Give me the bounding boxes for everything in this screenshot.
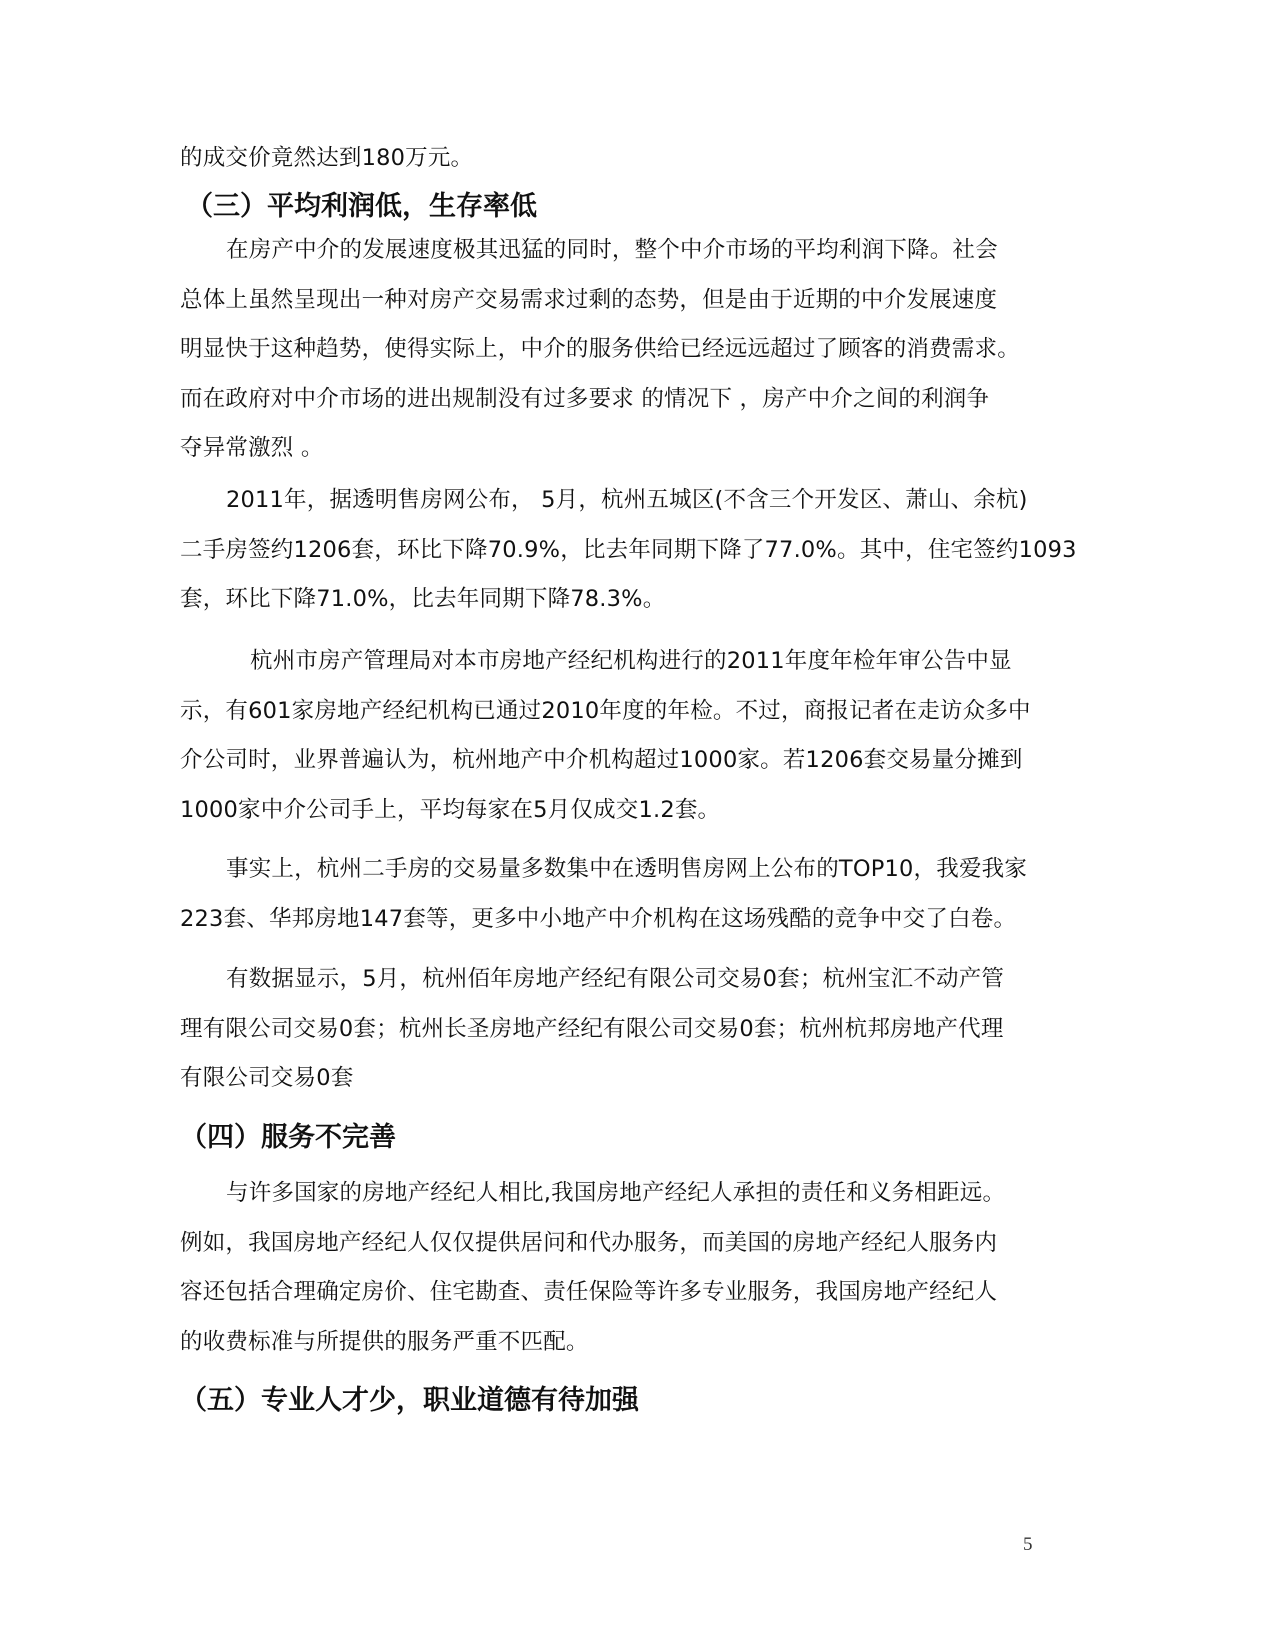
- text-line: 理有限公司交易0套；杭州长圣房地产经纪有限公司交易0套；杭州杭邦房地产代理: [180, 1015, 1004, 1042]
- paragraph-2011-statistics: [180, 476, 1077, 625]
- text-line: 有限公司交易0套: [180, 1065, 354, 1091]
- page-number: 5: [1023, 1534, 1033, 1555]
- text-line: 而在政府对中介市场的进出规制没有过多要求 的情况下 ，房产中介之间的利润争: [180, 385, 990, 412]
- text-line: 在房产中介的发展速度极其迅猛的同时，整个中介市场的平均利润下降。社会: [226, 237, 998, 263]
- section-heading-3: （三）平均利润低，生存率低: [186, 191, 537, 222]
- text-line: 二手房签约1206套，环比下降70.9%，比去年同期下降了77.0%。其中，住宅签约1093: [180, 536, 1077, 563]
- paragraph-zero-transactions: [180, 955, 1042, 1104]
- paragraph-continuation: [180, 134, 1042, 184]
- text-line: 的成交价竟然达到180万元。: [180, 145, 474, 171]
- text-line: 与许多国家的房地产经纪人相比,我国房地产经纪人承担的责任和义务相距远。: [226, 1180, 1006, 1206]
- text-line: 2011年，据透明售房网公布， 5月，杭州五城区(不含三个开发区、萧山、余杭): [226, 487, 1028, 513]
- text-line: 事实上，杭州二手房的交易量多数集中在透明售房网上公布的TOP10，我爱我家: [226, 856, 1028, 882]
- section-heading-4: （四）服务不完善: [180, 1122, 396, 1153]
- text-line: 明显快于这种趋势，使得实际上，中介的服务供给已经远远超过了顾客的消费需求。: [180, 336, 1020, 362]
- paragraph-service: [180, 1169, 1042, 1367]
- paragraph-average-profit: [180, 226, 1042, 474]
- text-line: 总体上虽然呈现出一种对房产交易需求过剩的态势，但是由于近期的中介发展速度: [180, 286, 998, 313]
- paragraph-annual-inspection: [180, 637, 1042, 835]
- text-line: 223套、华邦房地147套等，更多中小地产中介机构在这场残酷的竞争中交了白卷。: [180, 905, 1017, 932]
- text-line: 容还包括合理确定房价、住宅勘查、责任保险等许多专业服务，我国房地产经纪人: [180, 1279, 998, 1305]
- text-line: 有数据显示，5月，杭州佰年房地产经纪有限公司交易0套；杭州宝汇不动产管: [226, 966, 1005, 992]
- text-line: 1000家中介公司手上，平均每家在5月仅成交1.2套。: [180, 796, 721, 823]
- text-line: 例如，我国房地产经纪人仅仅提供居问和代办服务，而美国的房地产经纪人服务内: [180, 1229, 998, 1256]
- text-line: 夺异常激烈 。: [180, 435, 324, 461]
- text-line: 杭州市房产管理局对本市房地产经纪机构进行的2011年度年检年审公告中显: [250, 648, 1012, 674]
- text-line: 示，有601家房地产经纪机构已通过2010年度的年检。不过，商报记者在走访众多中: [180, 697, 1031, 724]
- paragraph-top10: [180, 845, 1042, 944]
- section-heading-5: （五）专业人才少，职业道德有待加强: [180, 1385, 639, 1416]
- text-line: 的收费标准与所提供的服务严重不匹配。: [180, 1328, 589, 1355]
- text-line: 套，环比下降71.0%，比去年同期下降78.3%。: [180, 586, 666, 612]
- text-line: 介公司时，业界普遍认为，杭州地产中介机构超过1000家。若1206套交易量分摊到: [180, 747, 1023, 773]
